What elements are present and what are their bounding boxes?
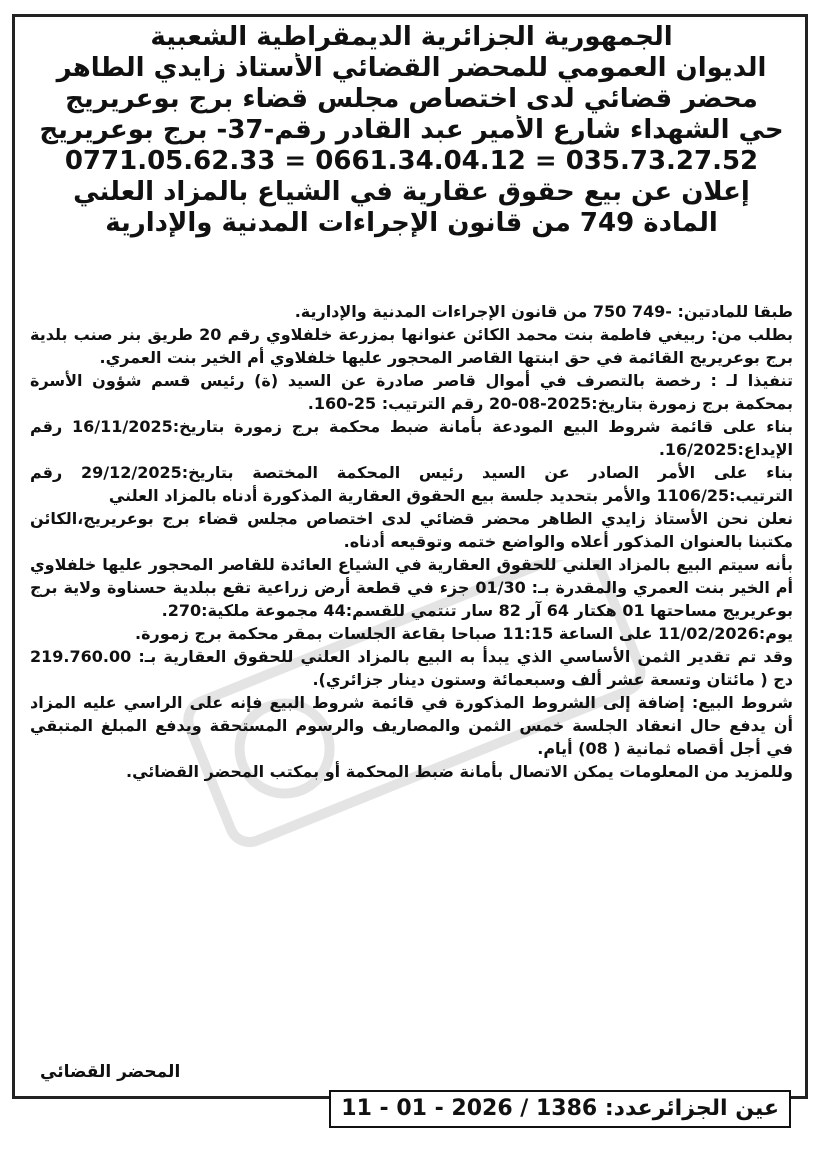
- republic-name: الجمهورية الجزائرية الديمقراطية الشعبية: [150, 22, 673, 52]
- office-name: الديوان العمومي للمحضر القضائي الأستاذ زايدي الطاهر: [56, 53, 767, 83]
- paragraph-legal-basis: طبقا للمادتين: -749 750 من قانون الإجراءات المدنية والإدارية.: [294, 302, 793, 321]
- paragraph-requester: بطلب من: ربيغي فاطمة بنت محمد الكائن عنوانها بمزرعة خلفلاوي رقم 20 طريق بنر صنب بلدية برج بوعريريج القائمة في حق ابنتها القاصر المحجور عليها خلفلاوي أم الخير بنت العمري.: [30, 325, 793, 367]
- paragraph-court-order: بناء على الأمر الصادر عن السيد رئيس المحكمة المختصة بتاريخ:29/12/2025 رقم الترتيب:1106/25 والأمر بتحديد جلسة بيع الحقوق العقارية المذكورة أدناه بالمزاد العلني: [30, 463, 794, 505]
- announcement-title: إعلان عن بيع حقوق عقارية في الشياع بالمزاد العلني: [73, 177, 750, 207]
- paragraph-sale-conditions: شروط البيع: إضافة إلى الشروط المذكورة في قائمة شروط البيع فإنه على الراسي عليه المزاد أن يدفع حال انعقاد الجلسة خمس الثمن والمصاريف والرسوم المستحقة ويدفع المبلغ المتبقي في أجل أقصاه ثمانية ( 08) أيام.: [30, 693, 793, 758]
- stamp-date: 11 - 01 - 2026: [341, 1096, 513, 1121]
- bailiff-signature: المحضر القضائي: [40, 1062, 181, 1082]
- paragraph-conditions-list: بناء على قائمة شروط البيع المودعة بأمانة ضبط محكمة برج زمورة بتاريخ:16/11/2025 رقم الإيداع:16/2025.: [30, 417, 793, 459]
- paragraph-execution: تنفيذا لـ : رخصة بالتصرف في أموال قاصر صادرة عن السيد (ة) رئيس قسم شؤون الأسرة بمحكمة برج زمورة بتاريخ:2025-08-20 رقم الترتيب: 25-160.: [30, 371, 793, 413]
- publication-stamp: [329, 1090, 791, 1128]
- paragraph-contact: وللمزيد من المعلومات يمكن الاتصال بأمانة ضبط المحكمة أو بمكتب المحضر القضائي.: [125, 762, 793, 781]
- paragraph-date-time: يوم:11/02/2026 على الساعة 11:15 صباحا بقاعة الجلسات بمقر محكمة برج زمورة.: [134, 624, 793, 643]
- bailiff-jurisdiction: محضر قضائي لدى اختصاص مجلس قضاء برج بوعريريج: [65, 84, 758, 114]
- announcement-body: [30, 300, 793, 783]
- stamp-label: عين الجزائرعدد: 1386 /: [512, 1096, 779, 1121]
- office-address: حي الشهداء شارع الأمير عبد القادر رقم-37- برج بوعريريج: [39, 115, 784, 145]
- paragraph-price: وقد تم تقدير الثمن الأساسي الذي يبدأ به البيع بالمزاد العلني للحقوق العقارية بـ: 219.760.00 دج ( مائتان وتسعة عشر ألف وسبعمائة وستون دينار جزائري).: [30, 647, 793, 689]
- phone-numbers: 0771.05.62.33 = 0661.34.04.12 = 035.73.27.52: [64, 146, 759, 176]
- announcement-header: [30, 22, 793, 239]
- paragraph-property: بأنه سيتم البيع بالمزاد العلني للحقوق العقارية في الشياع العائدة للقاصر المحجور عليها خلفلاوي أم الخير بنت العمري والمقدرة بـ: 01/30 جزء في قطعة أرض زراعية تقع ببلدية حسناوة ولاية برج بوعريريج مساحتها 01 هكتار 64 آر 82 سار تنتمي للقسم:44 مجموعة ملكية:270.: [30, 555, 793, 620]
- paragraph-announcer: نعلن نحن الأستاذ زايدي الطاهر محضر قضائي لدى اختصاص مجلس قضاء برج بوعريريج،الكائن مكتبنا بالعنوان المذكور أعلاه والواضع ختمه وتوقيعه أدناه.: [30, 509, 793, 551]
- legal-article: المادة 749 من قانون الإجراءات المدنية والإدارية: [105, 208, 718, 238]
